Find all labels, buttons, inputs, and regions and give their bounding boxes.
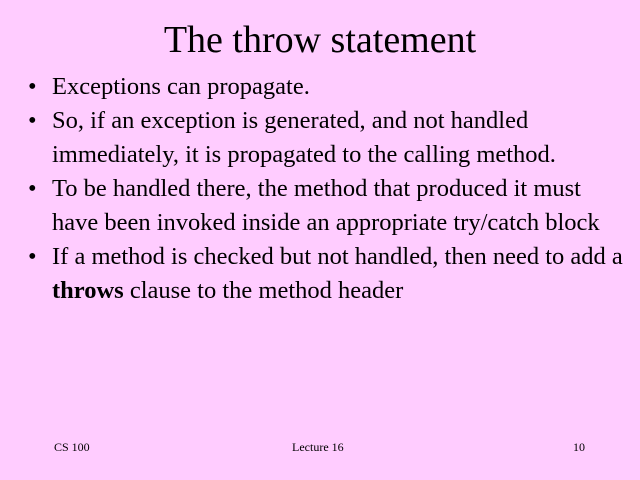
footer-course: CS 100 xyxy=(54,440,90,454)
bullet-icon: • xyxy=(28,73,37,100)
footer-page-number: 10 xyxy=(573,440,585,454)
bullet-list xyxy=(28,70,628,308)
bullet-icon: • xyxy=(28,243,37,270)
bullet-icon: • xyxy=(28,175,37,202)
bullet-text: To be handled there, the method that produced it must have been invoked inside an appropriate try/catch block xyxy=(52,175,600,236)
bullet-item xyxy=(28,104,628,172)
footer-lecture: Lecture 16 xyxy=(292,440,344,454)
bullet-text: So, if an exception is generated, and not handled immediately, it is propagated to the calling method. xyxy=(52,107,556,168)
bullet-text xyxy=(52,240,628,308)
bullet-text-before: If a method is checked but not handled, then need to add a xyxy=(52,243,623,270)
bullet-item xyxy=(28,240,628,308)
bullet-icon: • xyxy=(28,107,37,134)
keyword-throws: throws xyxy=(52,277,124,304)
bullet-text-after: clause to the method header xyxy=(123,277,404,304)
bullet-item xyxy=(28,172,628,240)
bullet-text: Exceptions can propagate. xyxy=(52,73,310,100)
bullet-item xyxy=(28,70,628,104)
slide-title: The throw statement xyxy=(163,19,477,61)
